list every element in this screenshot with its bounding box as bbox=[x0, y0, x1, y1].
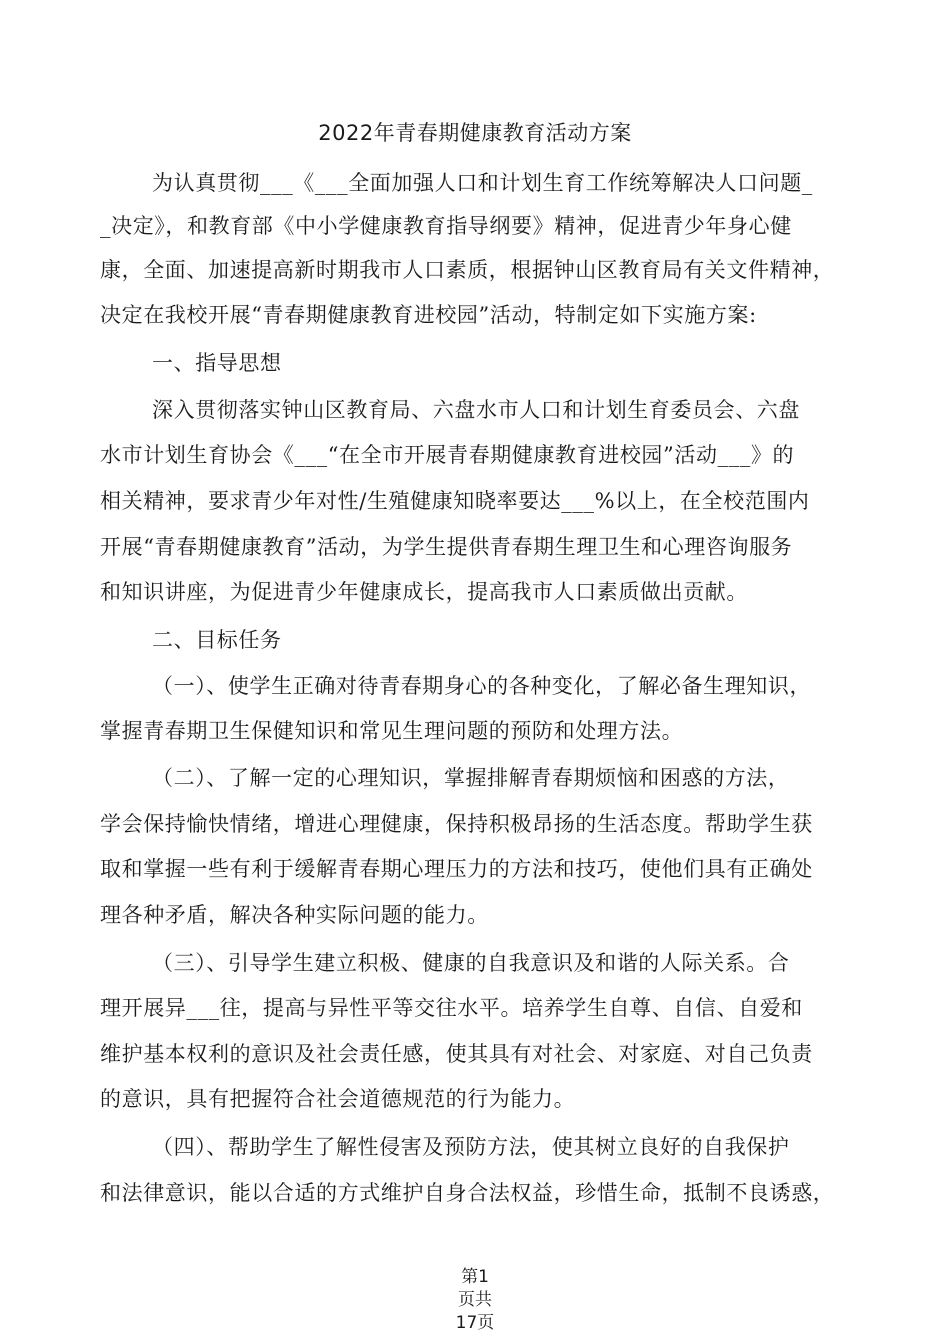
page-number-line-3: 17页 bbox=[455, 1313, 495, 1333]
body-line-6: 深入贯彻落实钟山区教育局、六盘水市人口和计划生育委员会、六盘 bbox=[152, 398, 800, 422]
page-number-line-1: 第1 bbox=[461, 1267, 489, 1287]
body-line-19: 理开展异___往，提高与异性平等交往水平。培养学生自尊、自信、自爱和 bbox=[100, 996, 803, 1020]
section-heading-1: 一、指导思想 bbox=[152, 351, 282, 375]
body-line-4: 决定在我校开展“青春期健康教育进校园”活动，特制定如下实施方案: bbox=[100, 303, 757, 327]
body-line-20: 维护基本权利的意识及社会责任感，使其具有对社会、对家庭、对自己负责 bbox=[100, 1042, 813, 1066]
body-line-10: 和知识讲座，为促进青少年健康成长，提高我市人口素质做出贡献。 bbox=[100, 580, 748, 604]
body-line-7: 水市计划生育协会《___“在全市开展青春期健康教育进校园”活动___》的 bbox=[100, 443, 795, 467]
body-line-21: 的意识，具有把握符合社会道德规范的行为能力。 bbox=[100, 1087, 576, 1111]
page-footer bbox=[0, 1266, 950, 1335]
page-number-line-2: 页共 bbox=[458, 1290, 492, 1310]
body-line-13: 掌握青春期卫生保健知识和常见生理问题的预防和处理方法。 bbox=[100, 719, 684, 743]
body-line-16: 取和掌握一些有利于缓解青春期心理压力的方法和技巧，使他们具有正确处 bbox=[100, 857, 813, 881]
body-line-2: _决定》，和教育部《中小学健康教育指导纲要》精神，促进青少年身心健 bbox=[100, 214, 792, 238]
body-line-18: （三）、引导学生建立积极、健康的自我意识及和谐的人际关系。合 bbox=[152, 951, 790, 975]
body-line-14: （二）、了解一定的心理知识，掌握排解青春期烦恼和困惑的方法， bbox=[152, 766, 790, 790]
body-line-1: 为认真贯彻___《___全面加强人口和计划生育工作统筹解决人口问题_ bbox=[152, 171, 813, 195]
body-line-9: 开展“青春期健康教育”活动，为学生提供青春期生理卫生和心理咨询服务 bbox=[100, 535, 793, 559]
body-line-3: 康，全面、加速提高新时期我市人口素质，根据钟山区教育局有关文件精神， bbox=[100, 258, 835, 282]
body-line-22: （四）、帮助学生了解性侵害及预防方法，使其树立良好的自我保护 bbox=[152, 1135, 790, 1159]
body-line-23: 和法律意识，能以合适的方式维护自身合法权益，珍惜生命，抵制不良诱惑， bbox=[100, 1181, 835, 1205]
body-line-15: 学会保持愉快情绪，增进心理健康，保持积极昂扬的生活态度。帮助学生获 bbox=[100, 812, 813, 836]
body-line-12: （一）、使学生正确对待青春期身心的各种变化，了解必备生理知识， bbox=[152, 674, 812, 698]
body-line-8: 相关精神，要求青少年对性/生殖健康知晓率要达___%以上，在全校范围内 bbox=[100, 489, 810, 513]
section-heading-2: 二、目标任务 bbox=[152, 628, 282, 652]
document-title: 2022年青春期健康教育活动方案 bbox=[318, 121, 632, 145]
body-line-17: 理各种矛盾，解决各种实际问题的能力。 bbox=[100, 903, 489, 927]
